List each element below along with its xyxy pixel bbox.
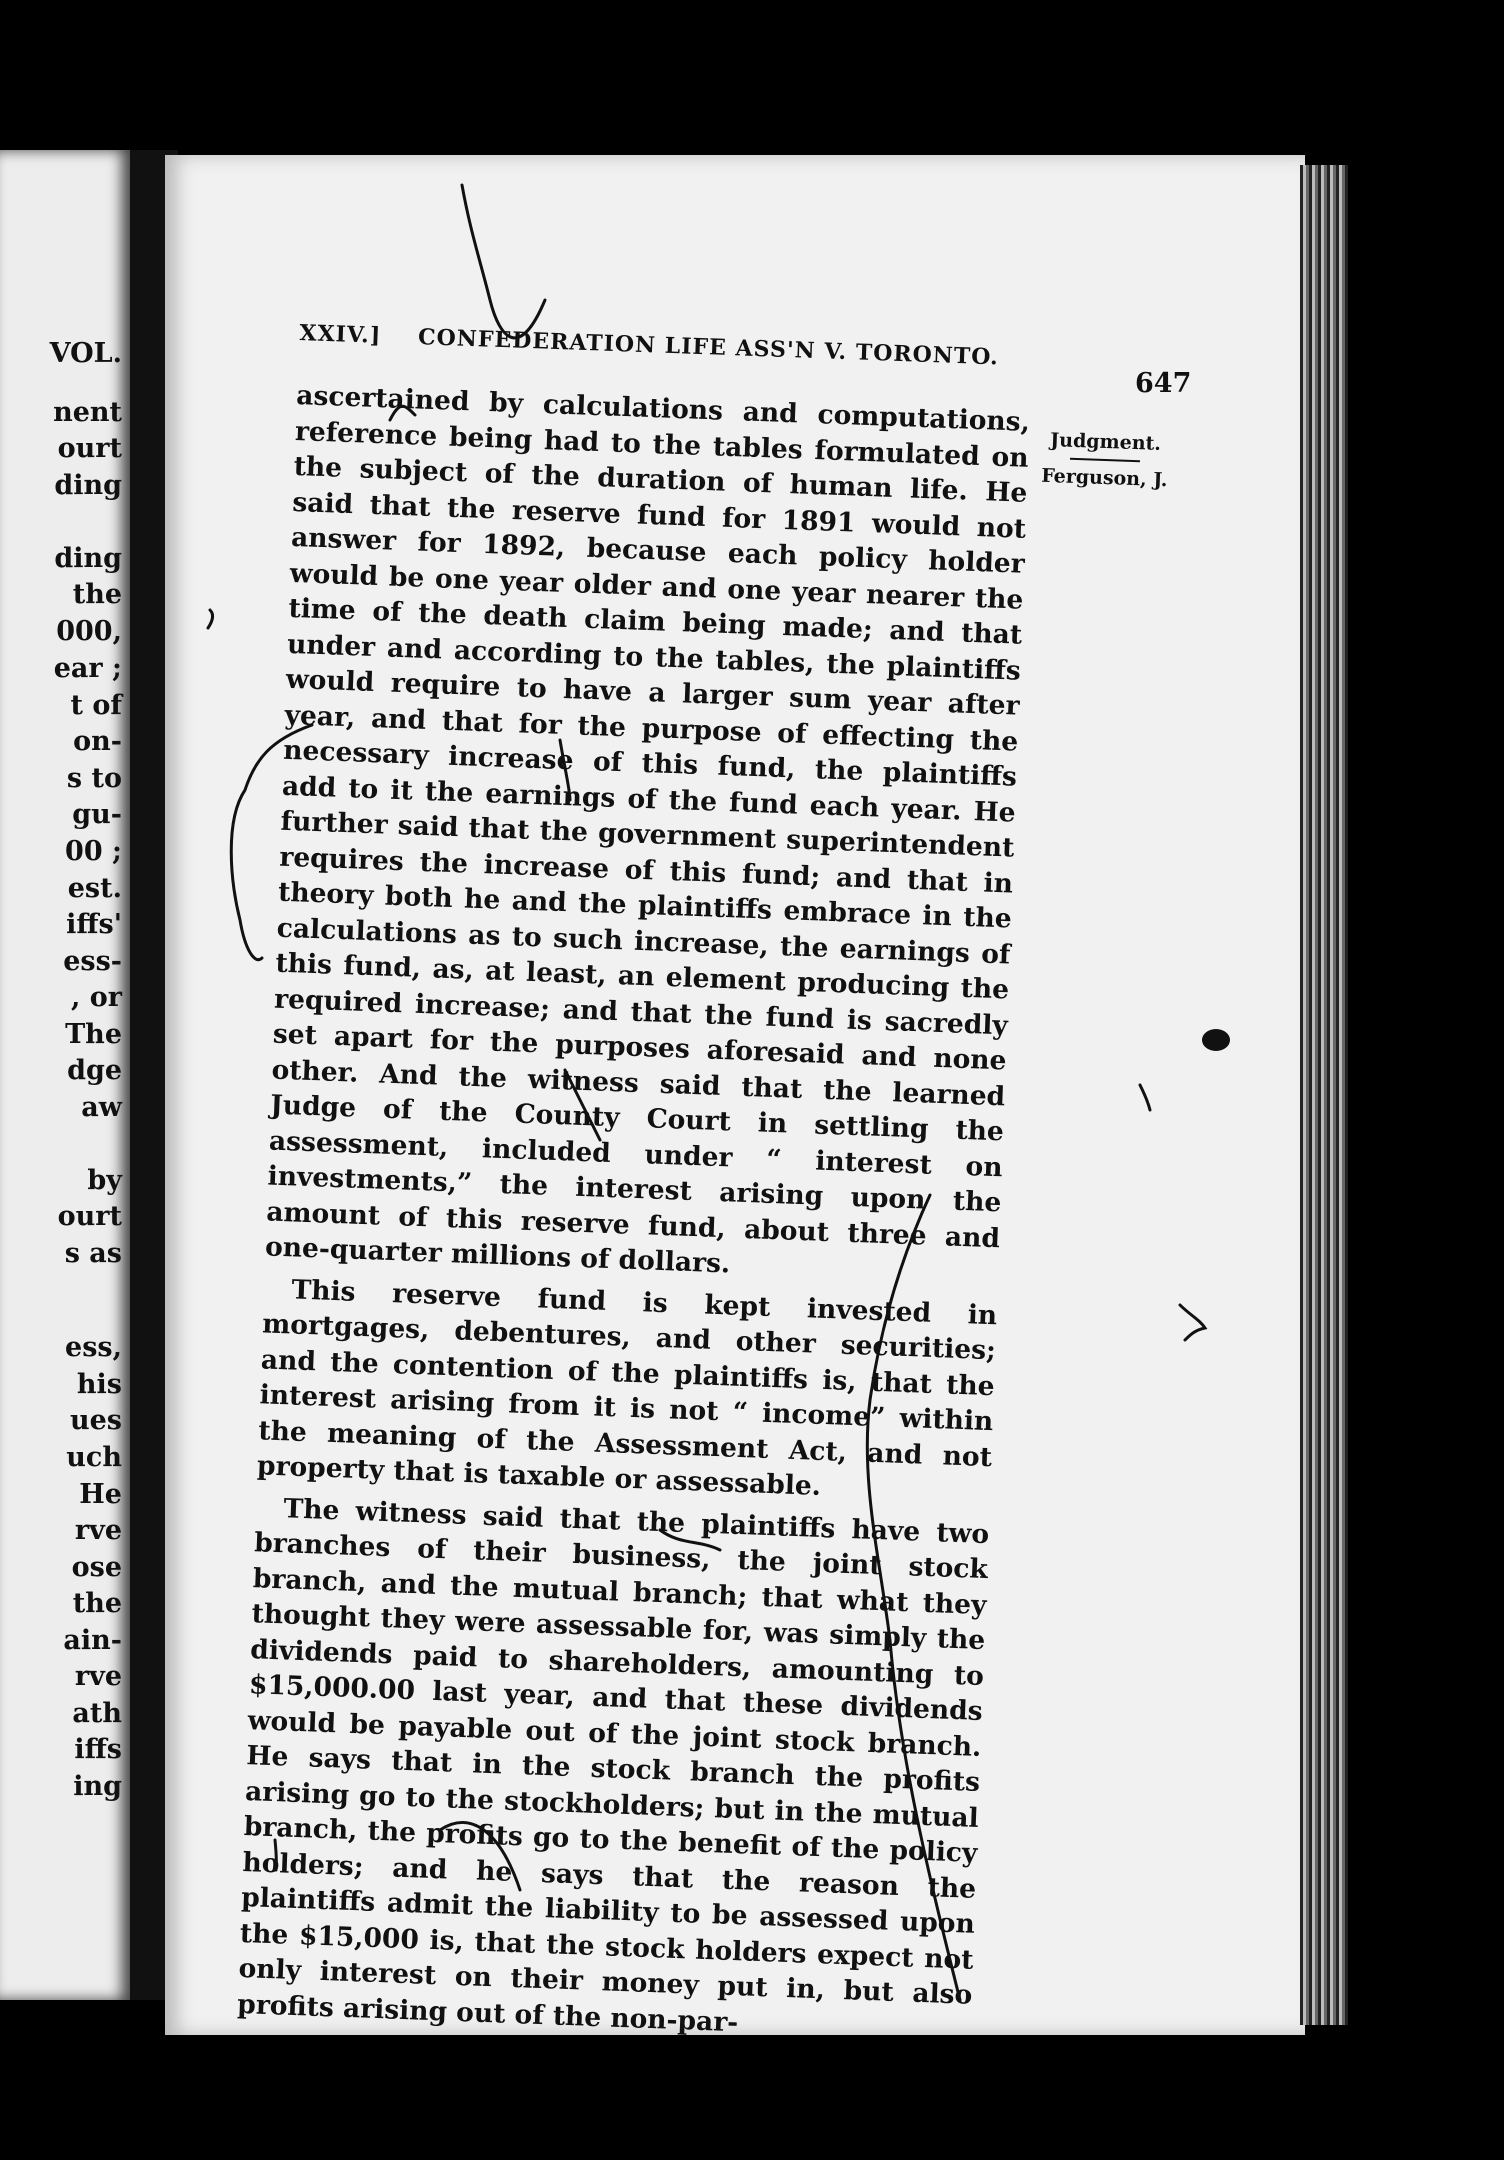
- facing-page-text: ose: [71, 1552, 122, 1583]
- facing-page-text: the: [72, 579, 122, 610]
- facing-page-text: ath: [72, 1698, 122, 1729]
- facing-page-text: VOL.: [49, 338, 122, 369]
- facing-page-text: est.: [67, 873, 122, 904]
- paragraph: The witness said that the plaintiffs have two branches of their business, the joint stock branch, and the mutual branch; that what they thought they were assessable for, was simply the dividends paid to shareholders, amounting to $15,000.00 last year, and that these dividends would be payable out of the joint stock branch. He says that in the stock branch the profits arising go to the stockholders; but in the mutual branch, the profits go to the benefit of the policy holders; and he says that the reason the plaintiffs admit the liability to be assessed upon the $15,000 is, that the stock holders expect not only interest on their money put in, but also profits arising out of the non-par-: [236, 1492, 990, 2038]
- facing-page-text: on-: [73, 726, 122, 757]
- facing-page-text: t of: [70, 690, 122, 721]
- paragraph: This reserve fund is kept invested in mortgages, debentures, and other securities; and the contention of the plaintiffs is, that the interest arising from it is not “ income” within the meaning of the Assessment Act, and not property that is taxable or assessable.: [256, 1273, 998, 1502]
- facing-page-text: s to: [66, 763, 122, 794]
- facing-page-fragment: [0, 150, 130, 2000]
- facing-page-text: , or: [70, 982, 122, 1013]
- facing-page-text: 000,: [56, 616, 122, 647]
- page-edges: [1300, 165, 1348, 2025]
- facing-page-text: nent: [53, 397, 122, 428]
- facing-page-text: rve: [74, 1515, 122, 1546]
- facing-page-text: ding: [54, 543, 122, 574]
- facing-page-text: ding: [54, 470, 122, 501]
- facing-page-text: iffs': [66, 909, 122, 940]
- facing-page-text: iffs: [74, 1734, 122, 1765]
- facing-page-text: his: [76, 1369, 122, 1400]
- facing-page-text: ourt: [57, 1201, 122, 1232]
- case-title: CONFEDERATION LIFE ASS'N V. TORONTO.: [417, 324, 1000, 371]
- facing-page-text: dge: [67, 1055, 122, 1086]
- facing-page-text: aw: [81, 1092, 122, 1123]
- page-number: 647: [1135, 368, 1192, 399]
- facing-page-text: ear ;: [53, 653, 122, 684]
- paragraph: ascertained by calculations and computations, reference being had to the tables formulated on the subject of the duration of human life. He said that the reserve fund for 1891 would not answer for 1892, because each policy holder would be one year older and one year nearer the time of the death claim being made; and that under and according to the tables, the plaintiffs would require to have a larger sum year after year, and that for the purpose of effecting the necessary increase of this fund, the plaintiffs add to it the earnings of the fund each year. He further said that the government superintendent requires the increase of this fund; and that in theory both he and the plaintiffs embrace in the calculations as to such increase, the earnings of this fund, as, at least, an element producing the required increase; and that the fund is sacredly set apart for the purposes aforesaid and none other. And the witness said that the learned Judge of the County Court in settling the assessment, included under “ interest on investments,” the interest arising upon the amount of this reserve fund, about three and one-quarter millions of dollars.: [264, 379, 1031, 1280]
- margin-note: [1039, 423, 1171, 497]
- facing-page-text: ess-: [63, 946, 122, 977]
- facing-page-text: 00 ;: [65, 836, 122, 867]
- facing-page-text: The: [65, 1019, 122, 1050]
- facing-page-text: the: [72, 1588, 122, 1619]
- margin-note-judge: Ferguson, J.: [1040, 464, 1168, 492]
- body-text: [237, 378, 1031, 2049]
- facing-page-text: He: [79, 1479, 122, 1510]
- facing-page-text: ues: [69, 1405, 122, 1436]
- facing-page-text: ain-: [63, 1625, 122, 1656]
- margin-rule: [1070, 458, 1140, 462]
- facing-page-text: ess,: [65, 1332, 122, 1363]
- facing-page-text: rve: [74, 1661, 122, 1692]
- facing-page-text: ourt: [57, 433, 122, 464]
- facing-page-text: s as: [64, 1238, 122, 1269]
- facing-page-text: by: [87, 1165, 122, 1196]
- facing-page-text: uch: [66, 1442, 122, 1473]
- margin-note-label: Judgment.: [1049, 429, 1162, 455]
- facing-page-text: ing: [73, 1771, 122, 1802]
- facing-page-text: gu-: [72, 799, 122, 830]
- volume-label: XXIV.]: [299, 320, 382, 349]
